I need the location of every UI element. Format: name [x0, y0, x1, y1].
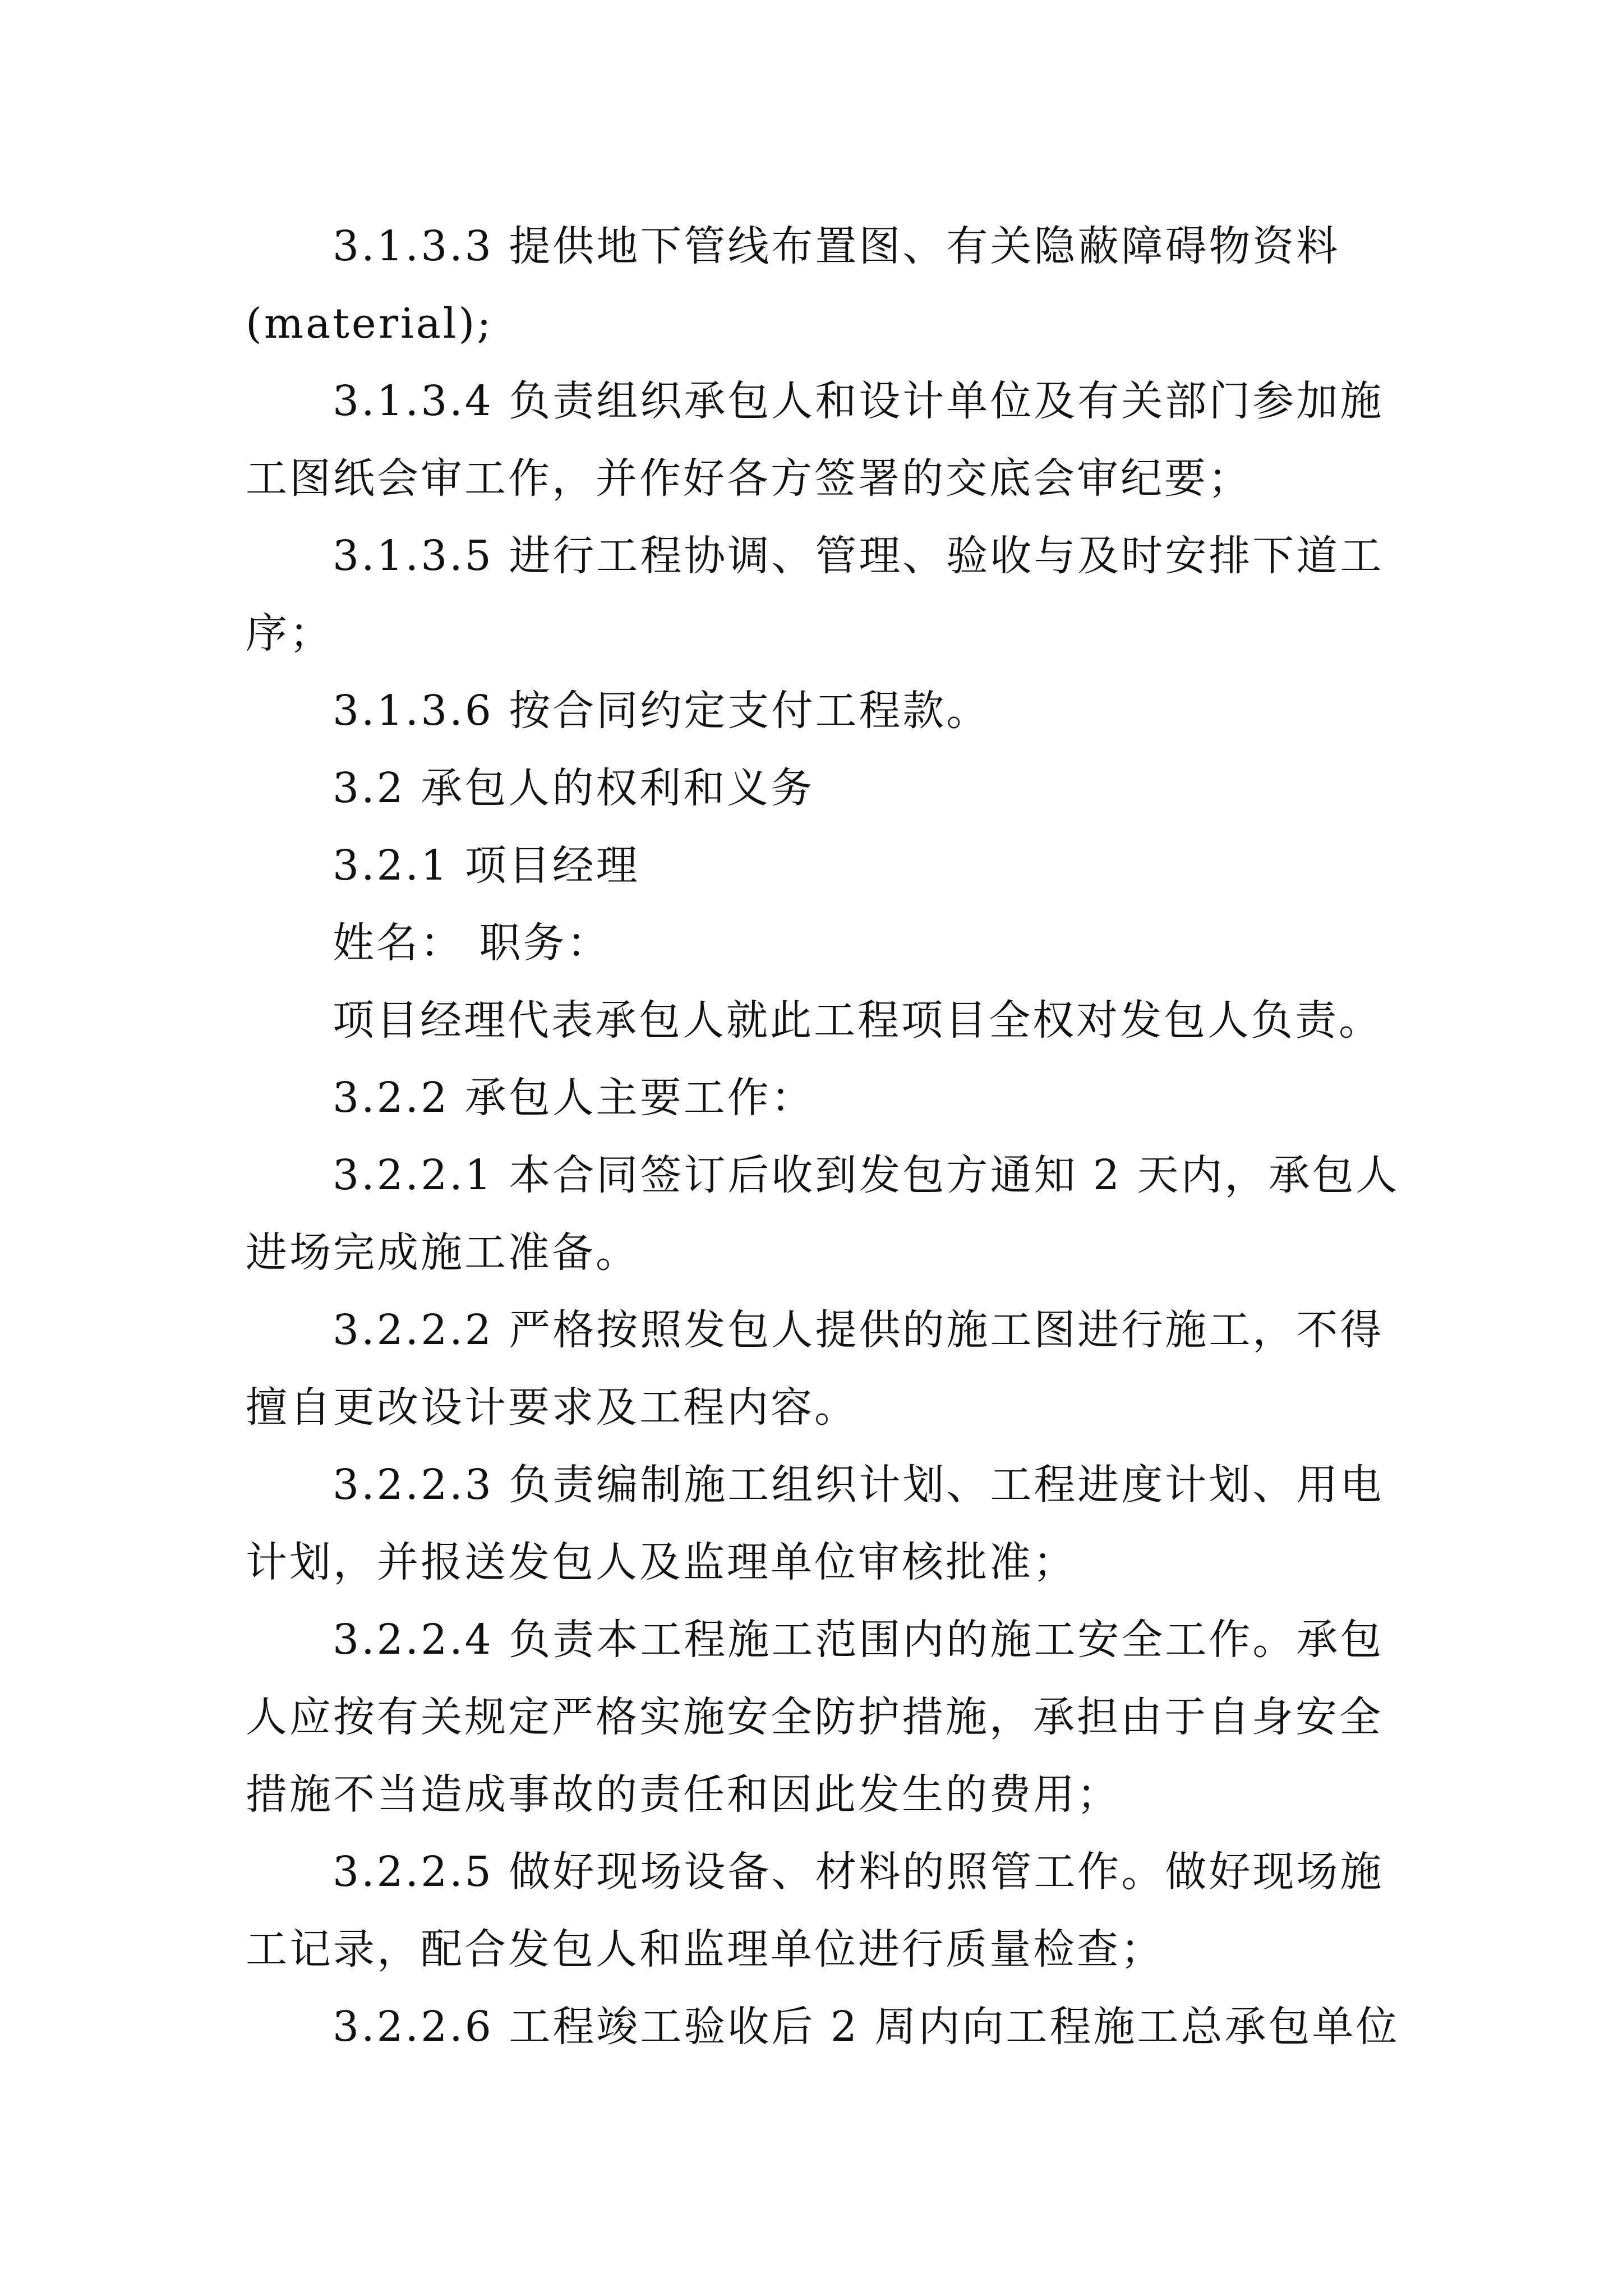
clause-3-1-3-3-line-1: 3.1.3.3 提供地下管线布置图、有关隐蔽障碍物资料 — [333, 222, 1340, 270]
clause-3-2-2-2-line-2: 擅自更改设计要求及工程内容。 — [246, 1383, 858, 1432]
clause-3-2-2-4-line-1: 3.2.2.4 负责本工程施工范围内的施工安全工作。承包 — [333, 1616, 1384, 1664]
section-3-2-2-heading: 3.2.2 承包人主要工作： — [333, 1074, 815, 1122]
clause-3-1-3-3-line-2: (material); — [246, 300, 494, 348]
clause-3-1-3-6: 3.1.3.6 按合同约定支付工程款。 — [333, 687, 990, 735]
project-manager-statement: 项目经理代表承包人就此工程项目全权对发包人负责。 — [333, 996, 1382, 1045]
clause-3-2-2-6-line-1: 3.2.2.6 工程竣工验收后 2 周内向工程施工总承包单位 — [333, 2003, 1400, 2051]
document-body — [246, 208, 1400, 2065]
clause-3-2-2-4-line-3: 措施不当造成事故的责任和因此发生的费用； — [246, 1770, 1121, 1819]
clause-3-2-2-5-line-1: 3.2.2.5 做好现场设备、材料的照管工作。做好现场施 — [333, 1848, 1384, 1896]
section-3-2-1-heading: 3.2.1 项目经理 — [333, 841, 640, 890]
clause-3-1-3-5-line-2: 序； — [246, 609, 333, 657]
section-3-2-heading: 3.2 承包人的权利和义务 — [333, 764, 815, 812]
clause-3-2-2-3-line-2: 计划，并报送发包人及监理单位审核批准； — [246, 1538, 1077, 1586]
clause-3-2-2-2-line-1: 3.2.2.2 严格按照发包人提供的施工图进行施工，不得 — [333, 1306, 1384, 1354]
clause-3-1-3-5-line-1: 3.1.3.5 进行工程协调、管理、验收与及时安排下道工 — [333, 532, 1384, 580]
clause-3-2-2-1-line-2: 进场完成施工准备。 — [246, 1228, 639, 1277]
clause-3-2-2-5-line-2: 工记录，配合发包人和监理单位进行质量检查； — [246, 1925, 1164, 1973]
clause-3-2-2-3-line-1: 3.2.2.3 负责编制施工组织计划、工程进度计划、用电 — [333, 1461, 1384, 1509]
name-title-fields: 姓名： 职务： — [333, 919, 611, 967]
clause-3-1-3-4-line-1: 3.1.3.4 负责组织承包人和设计单位及有关部门参加施 — [333, 377, 1384, 425]
clause-3-2-2-4-line-2: 人应按有关规定严格实施安全防护措施，承担由于自身安全 — [246, 1693, 1383, 1741]
clause-3-2-2-1-line-1: 3.2.2.1 本合同签订后收到发包方通知 2 天内，承包人 — [333, 1151, 1400, 1199]
clause-3-1-3-4-line-2: 工图纸会审工作，并作好各方签署的交底会审纪要； — [246, 454, 1252, 503]
